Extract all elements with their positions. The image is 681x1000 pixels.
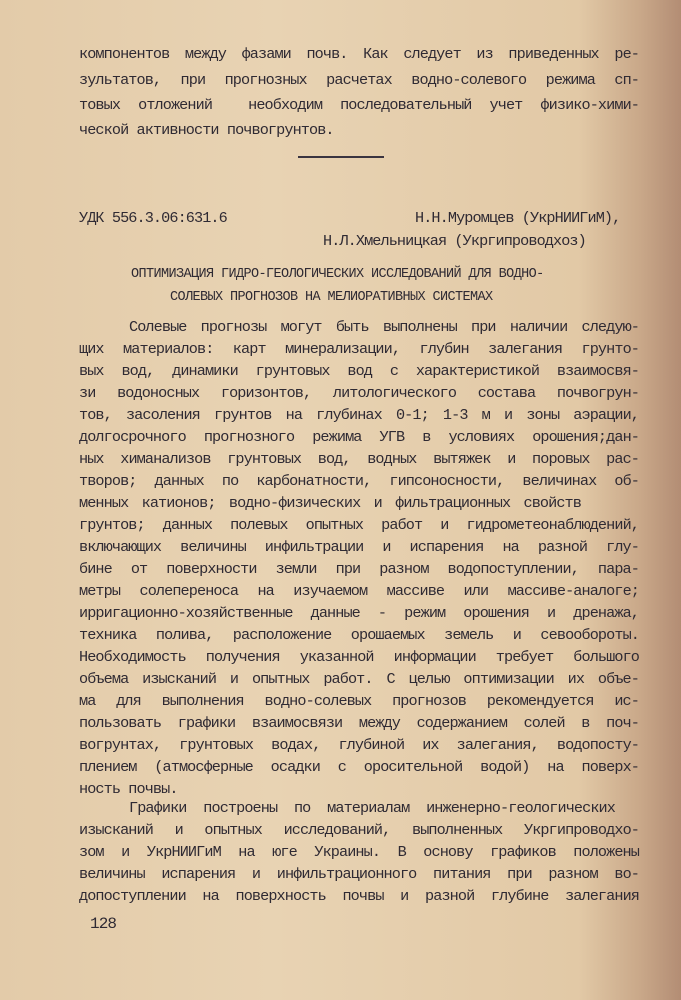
text-line: Графики построены по материалам инженерно-геологических xyxy=(129,799,615,817)
text-line: метры солепереноса на изучаемом массиве или массиве-аналоге; xyxy=(79,582,639,600)
text-line: допоступлении на поверхность почвы и разной глубине залегания xyxy=(79,887,639,905)
text-line: ма для выполнения водно-солевых прогнозов рекомендуется ис- xyxy=(79,692,639,710)
text-line: грунтов; данных полевых опытных работ и гидрометеонаблюдений, xyxy=(79,516,639,534)
text-line: долгосрочного прогнозного режима УГВ в условиях орошения;дан- xyxy=(79,428,639,446)
udk-code: УДК 556.3.06:631.6 xyxy=(79,209,227,227)
text-line: техника полива, расположение орошаемых земель и севообороты. xyxy=(79,626,639,644)
text-line: бине от поверхности земли при разном водопоступлении, пара- xyxy=(79,560,639,578)
article-title-line-1: ОПТИМИЗАЦИЯ ГИДРО-ГЕОЛОГИЧЕСКИХ ИССЛЕДОВАНИЙ ДЛЯ ВОДНО- xyxy=(131,267,544,282)
text-line: зультатов, при прогнозных расчетах водно-солевого режима сп- xyxy=(79,71,639,89)
section-divider xyxy=(298,156,384,158)
text-line: вогрунтах, грунтовых водах, глубиной их залегания, водопосту- xyxy=(79,736,639,754)
text-line: менных катионов; водно-физических и фильтрационных свойств xyxy=(79,494,581,512)
text-line: включающих величины инфильтрации и испарения на разной глу- xyxy=(79,538,639,556)
text-line: Необходимость получения указанной информации требует большого xyxy=(79,648,639,666)
text-line: ческой активности почвогрунтов. xyxy=(79,121,334,139)
author-2: Н.Л.Хмельницкая (Укргипроводхоз) xyxy=(323,232,586,250)
page-number: 128 xyxy=(90,915,117,933)
text-line: вых вод, динамики грунтовых вод с характеристикой взаимосвя- xyxy=(79,362,639,380)
text-line: щих материалов: карт минерализации, глубин залегания грунто- xyxy=(79,340,639,358)
text-line: изысканий и опытных исследований, выполненных Укргипроводхо- xyxy=(79,821,639,839)
text-line: пользовать графики взаимосвязи между содержанием солей в поч- xyxy=(79,714,639,732)
text-line: компонентов между фазами почв. Как следует из приведенных ре- xyxy=(79,45,639,63)
text-line: зом и УкрНИИГиМ на юге Украины. В основу графиков положены xyxy=(79,843,639,861)
author-1: Н.Н.Муромцев (УкрНИИГиМ), xyxy=(415,209,621,227)
article-title-line-2: СОЛЕВЫХ ПРОГНОЗОВ НА МЕЛИОРАТИВНЫХ СИСТЕМАХ xyxy=(170,290,493,305)
text-line: величины испарения и инфильтрационного питания при разном во- xyxy=(79,865,639,883)
text-line: плением (атмосферные осадки с оросительной водой) на поверх- xyxy=(79,758,639,776)
text-line: зи водоносных горизонтов, литологического состава почвогрун- xyxy=(79,384,639,402)
text-line: объема изысканий и опытных работ. С целью оптимизации их объе- xyxy=(79,670,639,688)
text-line: тов, засоления грунтов на глубинах 0-1; 1-3 м и зоны аэрации, xyxy=(79,406,639,424)
text-line: Солевые прогнозы могут быть выполнены при наличии следую- xyxy=(129,318,639,336)
text-line: ных химанализов грунтовых вод, водных вытяжек и поровых рас- xyxy=(79,450,639,468)
text-line: товых отложений необходим последовательный учет физико-хими- xyxy=(79,96,639,114)
text-line: ность почвы. xyxy=(79,780,178,798)
text-line: ирригационно-хозяйственные данные - режим орошения и дренажа, xyxy=(79,604,639,622)
text-line: творов; данных по карбонатности, гипсоносности, величинах об- xyxy=(79,472,639,490)
